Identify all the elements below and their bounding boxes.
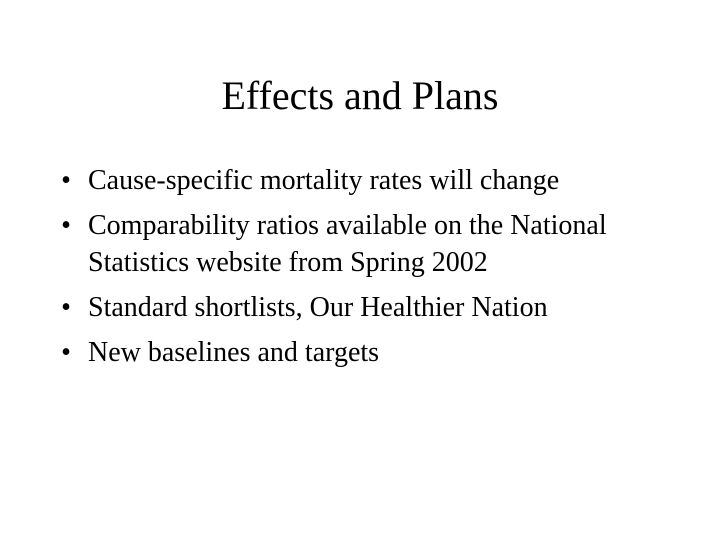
bullet-icon: •	[61, 337, 71, 368]
bullet-item	[54, 162, 674, 199]
bullet-text: New baselines and targets	[88, 337, 380, 368]
bullet-text: Standard shortlists, Our Healthier Nation	[88, 292, 548, 323]
bullet-item	[54, 207, 674, 281]
bullet-list	[54, 162, 674, 379]
slide-title: Effects and Plans	[221, 73, 499, 118]
bullet-text: Cause-specific mortality rates will change	[88, 165, 560, 196]
bullet-item	[54, 334, 674, 371]
bullet-text: Comparability ratios available on the National Statistics website from Spring 2002	[88, 210, 607, 278]
bullet-icon: •	[61, 210, 71, 241]
bullet-item	[54, 289, 674, 326]
bullet-icon: •	[61, 292, 71, 323]
bullet-icon: •	[61, 165, 71, 196]
